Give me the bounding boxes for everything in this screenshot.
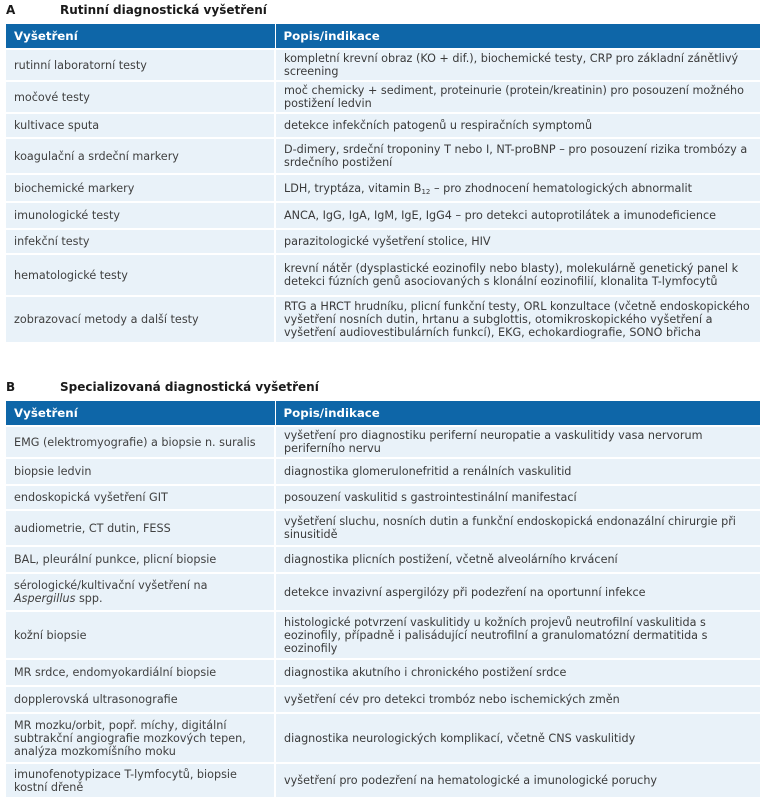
table-row <box>6 485 760 510</box>
description-cell: kompletní krevní obraz (KO + dif.), biochemické testy, CRP pro základní zánětlivý screening <box>275 49 760 81</box>
examination-cell: MR mozku/orbit, popř. míchy, digitální subtrakční angiografie mozkových tepen, analýza mozkomíšního moku <box>6 713 275 763</box>
table-header-row <box>6 24 760 49</box>
column-header-examination: Vyšetření <box>6 24 275 49</box>
examination-cell: biochemické markery <box>6 174 275 202</box>
examination-cell: imunologické testy <box>6 202 275 229</box>
table-row <box>6 254 760 296</box>
description-cell: krevní nátěr (dysplastické eozinofily nebo blasty), molekulárně genetický panel k detekci fúzních genů asociovaných s klonální eozinofilií, klonalita T-lymfocytů <box>275 254 760 296</box>
table-row <box>6 296 760 342</box>
description-cell: ANCA, IgG, IgA, IgM, IgE, IgG4 – pro detekci autoprotilátek a imunodeficience <box>275 202 760 229</box>
examination-cell: audiometrie, CT dutin, FESS <box>6 510 275 546</box>
table-row <box>6 659 760 686</box>
genus-name: Aspergillus <box>14 592 76 605</box>
section-b-title: Specializovaná diagnostická vyšetření <box>60 380 319 394</box>
examination-cell: BAL, pleurální punkce, plicní biopsie <box>6 546 275 573</box>
column-header-description: Popis/indikace <box>275 24 760 49</box>
description-cell: diagnostika plicních postižení, včetně alveolárního krvácení <box>275 546 760 573</box>
table-row <box>6 686 760 713</box>
description-cell: diagnostika glomerulonefritid a renálních vaskulitid <box>275 458 760 485</box>
examination-cell: imunofenotypizace T-lymfocytů, biopsie kostní dřeně <box>6 763 275 797</box>
examination-cell: močové testy <box>6 81 275 113</box>
examination-cell: biopsie ledvin <box>6 458 275 485</box>
examination-cell: MR srdce, endomyokardiální biopsie <box>6 659 275 686</box>
subscript-12: 12 <box>421 187 431 196</box>
examination-cell: dopplerovská ultrasonografie <box>6 686 275 713</box>
table-header-row <box>6 401 760 426</box>
description-cell-vitamin <box>275 174 760 202</box>
table-row <box>6 573 760 611</box>
section-a-title: Rutinní diagnostická vyšetření <box>60 3 267 17</box>
section-b-heading <box>6 380 319 394</box>
table-row <box>6 113 760 138</box>
examination-cell: endoskopická vyšetření GIT <box>6 485 275 510</box>
table-row <box>6 763 760 797</box>
table-row <box>6 510 760 546</box>
table-row <box>6 546 760 573</box>
description-cell: vyšetření cév pro detekci trombóz nebo ischemických změn <box>275 686 760 713</box>
table-row <box>6 229 760 254</box>
examination-cell: infekční testy <box>6 229 275 254</box>
examination-cell: zobrazovací metody a další testy <box>6 296 275 342</box>
table-row <box>6 138 760 174</box>
examination-cell: kožní biopsie <box>6 611 275 659</box>
column-header-description: Popis/indikace <box>275 401 760 426</box>
description-cell: histologické potvrzení vaskulitidy u kožních projevů neutrofilní vaskulitida s eozinofily, případně i palisádující neutrofilní a granulomatózní dermatitida s eozinofily <box>275 611 760 659</box>
table-row <box>6 426 760 458</box>
description-cell: posouzení vaskulitid s gastrointestinální manifestací <box>275 485 760 510</box>
table-row <box>6 49 760 81</box>
examination-cell: sérologické/kultivační vyšetření na Aspergillus spp. <box>6 573 275 611</box>
section-a-letter: A <box>6 3 16 17</box>
table-row <box>6 611 760 659</box>
table-row <box>6 174 760 202</box>
examination-cell: EMG (elektromyografie) a biopsie n. suralis <box>6 426 275 458</box>
specialized-diagnostics-table <box>6 401 760 797</box>
description-cell: D-dimery, srdeční troponiny T nebo I, NT-proBNP – pro posouzení rizika trombózy a srdečního postižení <box>275 138 760 174</box>
description-cell: diagnostika akutního i chronického postižení srdce <box>275 659 760 686</box>
examination-cell: hematologické testy <box>6 254 275 296</box>
description-cell: detekce invazivní aspergilózy při podezření na oportunní infekce <box>275 573 760 611</box>
examination-cell: kultivace sputa <box>6 113 275 138</box>
examination-cell: koagulační a srdeční markery <box>6 138 275 174</box>
examination-cell: rutinní laboratorní testy <box>6 49 275 81</box>
table-row <box>6 458 760 485</box>
section-a-heading <box>6 3 267 17</box>
description-cell: diagnostika neurologických komplikací, včetně CNS vaskulitidy <box>275 713 760 763</box>
description-cell: parazitologické vyšetření stolice, HIV <box>275 229 760 254</box>
description-cell: vyšetření pro podezření na hematologické a imunologické poruchy <box>275 763 760 797</box>
description-cell: detekce infekčních patogenů u respiračních symptomů <box>275 113 760 138</box>
description-cell: vyšetření pro diagnostiku periferní neuropatie a vaskulitidy vasa nervorum periferního nervu <box>275 426 760 458</box>
section-b-letter: B <box>6 380 16 394</box>
description-cell: vyšetření sluchu, nosních dutin a funkční endoskopická endonazální chirurgie při sinusitidě <box>275 510 760 546</box>
column-header-examination: Vyšetření <box>6 401 275 426</box>
table-row <box>6 713 760 763</box>
table-row <box>6 81 760 113</box>
table-row <box>6 202 760 229</box>
description-cell: moč chemicky + sediment, proteinurie (protein/kreatinin) pro posouzení možného postižení ledvin <box>275 81 760 113</box>
vitamin-text-before: LDH, tryptáza, vitamin $B_{12}$ – pro zhodnocení hematologických abnormalit <box>284 181 693 196</box>
description-cell: RTG a HRCT hrudníku, plicní funkční testy, ORL konzultace (včetně endoskopického vyšetření nosních dutin, hrtanu a subglottis, otomikroskopického vyšetření a vyšetření audiovestibulárních funkcí), EKG, echokardiografie, SONO břicha <box>275 296 760 342</box>
routine-diagnostics-table <box>6 24 760 342</box>
